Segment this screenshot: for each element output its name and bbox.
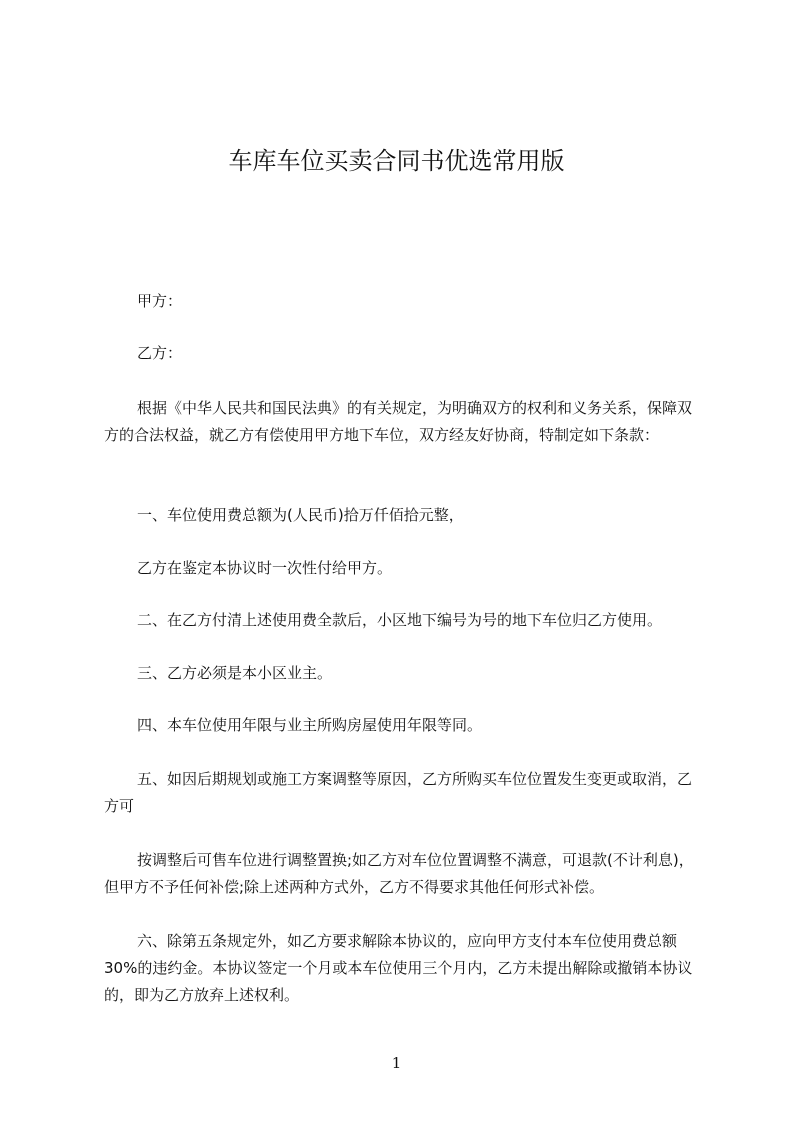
clause-1-continuation: 乙方在鉴定本协议时一次性付给甲方。 — [137, 559, 393, 577]
clause-1: 一、车位使用费总额为(人民币)拾万仟佰拾元整， — [137, 506, 464, 524]
party-a-label: 甲方： — [137, 292, 183, 310]
clause-5-continuation: 按调整后可售车位进行调整置换;如乙方对车位位置调整不满意，可退款(不计利息)，但甲方不予任何补偿;除上述两种方式外，乙方不得要求其他任何形式补偿。 — [104, 851, 694, 896]
page-number: 1 — [391, 1054, 402, 1072]
intro-paragraph: 根据《中华人民共和国民法典》的有关规定，为明确双方的权利和义务关系，保障双方的合法权益，就乙方有偿使用甲方地下车位，双方经友好协商，特制定如下条款： — [104, 399, 693, 444]
clause-5: 五、如因后期规划或施工方案调整等原因，乙方所购买车位位置发生变更或取消，乙方可 — [104, 770, 693, 815]
clause-4: 四、本车位使用年限与业主所购房屋使用年限等同。 — [137, 716, 483, 734]
party-b-label: 乙方： — [137, 344, 183, 362]
clause-2: 二、在乙方付清上述使用费全款后，小区地下编号为号的地下车位归乙方使用。 — [137, 611, 663, 629]
clause-6: 六、除第五条规定外，如乙方要求解除本协议的，应向甲方支付本车位使用费总额 30%的违约金。本协议签定一个月或本车位使用三个月内，乙方未提出解除或撤销本协议的，即为乙方放弃上述权利。 — [104, 932, 693, 1004]
clause-3: 三、乙方必须是本小区业主。 — [137, 664, 333, 682]
document-title: 车库车位买卖合同书优选常用版 — [228, 147, 565, 175]
